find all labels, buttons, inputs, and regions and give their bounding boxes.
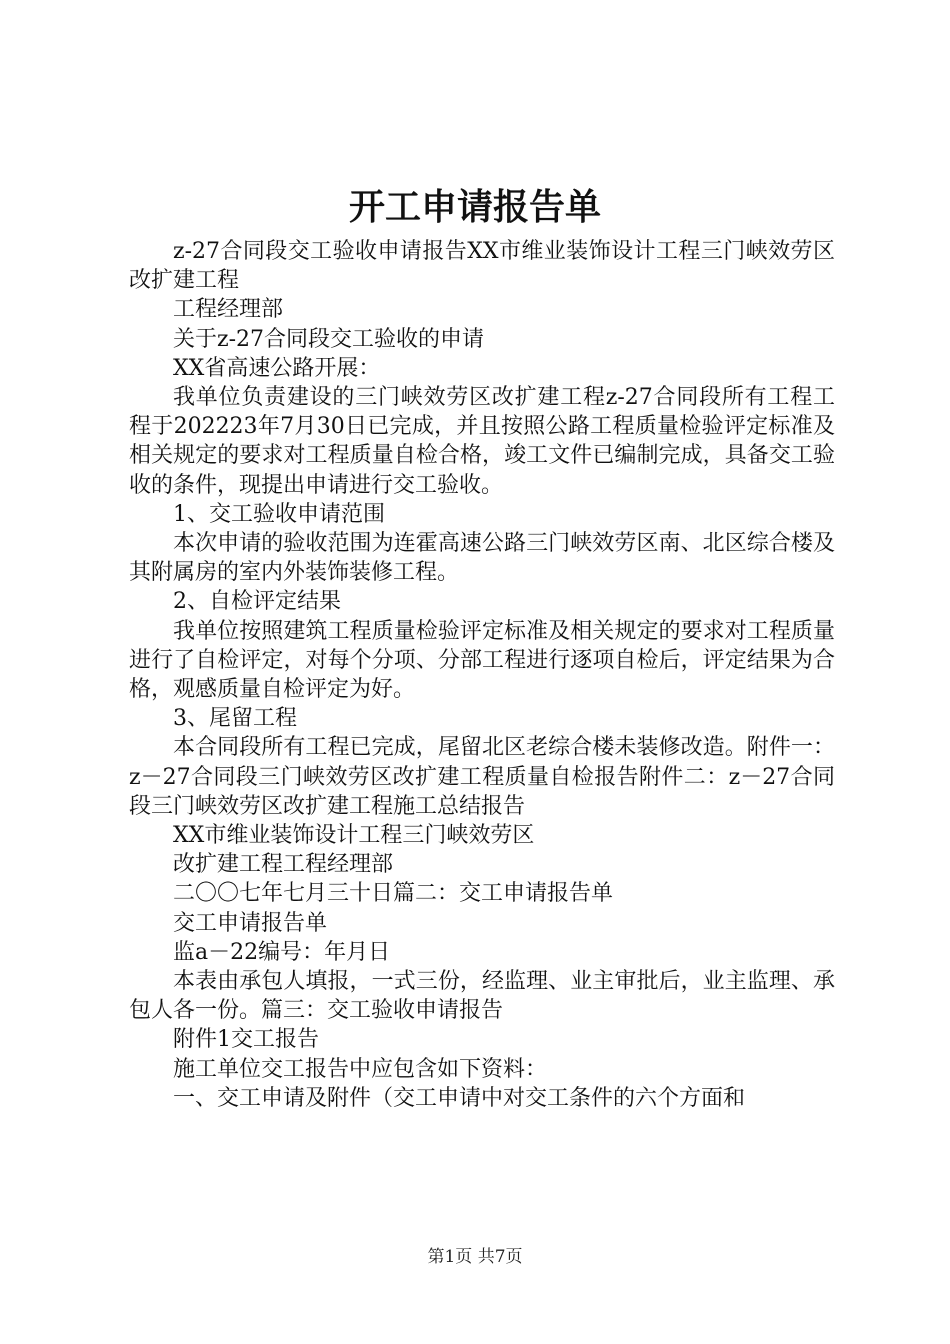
paragraph: 交工申请报告单	[173, 910, 328, 936]
paragraph: 关于z-27合同段交工验收的申请	[173, 326, 485, 352]
paragraph: 本表由承包人填报，一式三份，经监理、业主审批后，业主监理、承包人各一份。篇三：交工验收申请报告	[129, 969, 835, 1024]
page-number-footer: 第1页 共7页	[427, 1247, 523, 1267]
paragraph: 工程经理部	[173, 297, 284, 323]
paragraph: 附件1交工报告	[173, 1027, 319, 1053]
paragraph: 本次申请的验收范围为连霍高速公路三门峡效劳区南、北区综合楼及其附属房的室内外装饰装修工程。	[129, 531, 835, 586]
paragraph: XX市维业装饰设计工程三门峡效劳区	[173, 823, 535, 849]
document-body	[129, 237, 835, 1113]
paragraph: 一、交工申请及附件（交工申请中对交工条件的六个方面和	[173, 1085, 746, 1111]
paragraph: 本合同段所有工程已完成，尾留北区老综合楼未装修改造。附件一：z－27合同段三门峡效劳区改扩建工程质量自检报告附件二：z－27合同段三门峡效劳区改扩建工程施工总结报告	[129, 735, 835, 819]
paragraph: z-27合同段交工验收申请报告XX市维业装饰设计工程三门峡效劳区改扩建工程	[129, 239, 835, 294]
paragraph: 监a－22编号：年月日	[173, 939, 391, 965]
paragraph: 二〇〇七年七月三十日篇二：交工申请报告单	[173, 881, 614, 907]
paragraph: XX省高速公路开展：	[173, 355, 381, 381]
paragraph: 我单位负责建设的三门峡效劳区改扩建工程z-27合同段所有工程工程于202223年7月30日已完成，并且按照公路工程质量检验评定标准及相关规定的要求对工程质量自检合格，竣工文件已编制完成，具备交工验收的条件，现提出申请进行交工验收。	[129, 385, 835, 498]
paragraph: 改扩建工程工程经理部	[173, 852, 394, 878]
section-heading: 2、自检评定结果	[173, 589, 341, 615]
section-heading: 1、交工验收申请范围	[173, 501, 385, 527]
section-heading: 3、尾留工程	[173, 706, 297, 732]
document-title: 开工申请报告单	[348, 186, 601, 228]
paragraph: 施工单位交工报告中应包含如下资料：	[173, 1056, 548, 1082]
paragraph: 我单位按照建筑工程质量检验评定标准及相关规定的要求对工程质量进行了自检评定，对每个分项、分部工程进行逐项自检后，评定结果为合格，观感质量自检评定为好。	[129, 618, 835, 703]
